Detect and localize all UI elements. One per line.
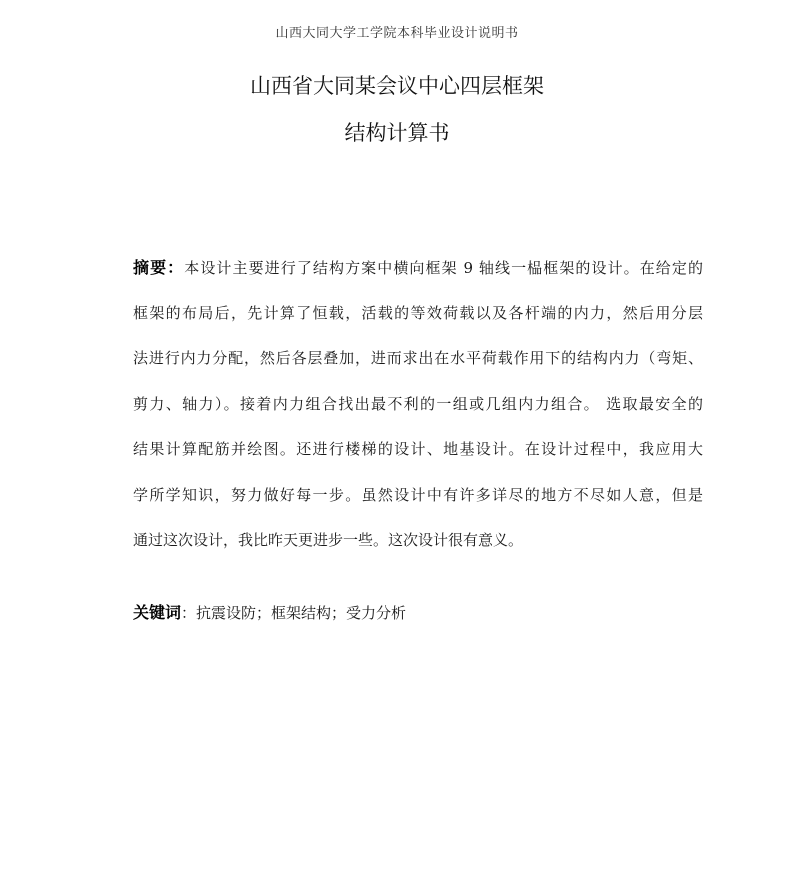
abstract-line: 法进行内力分配，然后各层叠加，进而求出在水平荷载作用下的结构内力（弯矩、 (133, 349, 703, 367)
keywords-line (133, 598, 406, 628)
document-title-line1: 山西省大同某会议中心四层框架 (250, 74, 544, 98)
keywords-label-colon: ： (181, 604, 197, 622)
abstract-line (133, 245, 703, 291)
abstract-paragraph (133, 245, 703, 564)
abstract-line: 通过这次设计，我比昨天更进步一些。这次设计很有意义。 (133, 531, 524, 549)
keywords-label: 关键词 (133, 603, 182, 622)
abstract-line: 结果计算配筋并绘图。还进行楼梯的设计、地基设计。在设计过程中，我应用大 (133, 440, 703, 458)
abstract-line-text: 本设计主要进行了结构方案中横向框架 9 轴线一榀框架的设计。在给定的 (184, 259, 703, 277)
abstract-line: 剪力、轴力）。接着内力组合找出最不利的一组或几组内力组合。 选取最安全的 (133, 394, 703, 413)
running-header: 山西大同大学工学院本科毕业设计说明书 (275, 26, 519, 41)
abstract-label: 摘要 (133, 258, 168, 277)
abstract-label-colon: ： (167, 258, 185, 277)
abstract-line: 框架的布局后，先计算了恒载，活载的等效荷载以及各杆端的内力，然后用分层 (133, 303, 703, 322)
document-title-line2: 结构计算书 (344, 121, 450, 145)
keywords-text: 抗震设防；框架结构；受力分析 (196, 604, 407, 622)
abstract-line: 学所学知识，努力做好每一步。虽然设计中有许多详尽的地方不尽如人意，但是 (133, 485, 703, 504)
